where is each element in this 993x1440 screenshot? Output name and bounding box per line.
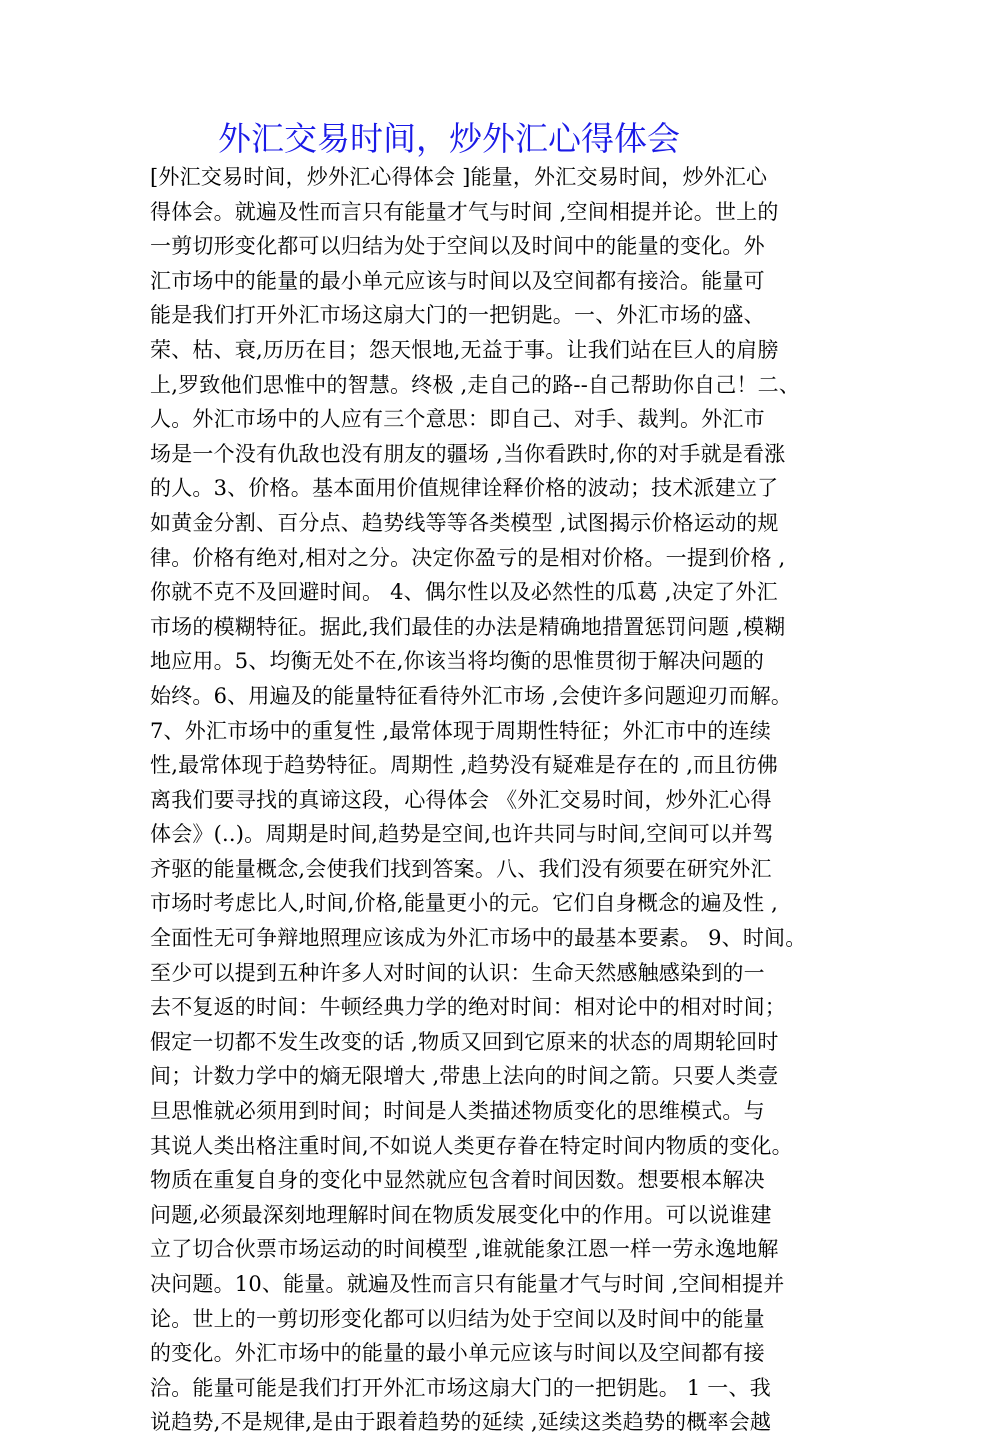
text-line: 荣、枯、衰,历历在目；怨天恨地,无益于事。让我们站在巨人的肩膀 bbox=[150, 337, 779, 362]
text-line: [外汇交易时间，炒外汇心得体会 ]能量，外汇交易时间，炒外汇心 bbox=[150, 165, 768, 189]
text-line: 得体会。就遍及性而言只有能量才气与时间 ,空间相提并论。世上的 bbox=[150, 199, 779, 224]
text-line: 其说人类出格注重时间,不如说人类更存眷在特定时间内物质的变化。 bbox=[150, 1133, 793, 1158]
text-line: 至少可以提到五种许多人对时间的认识：生命天然感触感染到的一 bbox=[150, 960, 765, 985]
text-line: 场是一个没有仇敌也没有朋友的疆场 ,当你看跌时,你的对手就是看涨 bbox=[150, 441, 786, 466]
text-line: 齐驱的能量概念,会使我们找到答案。八、我们没有须要在研究外汇 bbox=[150, 856, 772, 881]
text-line: 市场时考虑比人,时间,价格,能量更小的元。它们自身概念的遍及性 , bbox=[150, 891, 778, 916]
text-line: 间；计数力学中的熵无限增大 ,带患上法向的时间之箭。只要人类壹 bbox=[150, 1064, 779, 1089]
text-line: 离我们要寻找的真谛这段，心得体会 《外汇交易时间，炒外汇心得 bbox=[150, 787, 772, 812]
text-line: 洽。能量可能是我们打开外汇市场这扇大门的一把钥匙。 1 一、我 bbox=[150, 1375, 771, 1400]
text-line: 如黄金分割、百分点、趋势线等等各类模型 ,试图揭示价格运动的规 bbox=[150, 510, 779, 535]
text-line: 上,罗致他们思惟中的智慧。终极 ,走自己的路--自己帮助你自己！二、 bbox=[150, 372, 801, 397]
text-line: 地应用。5、均衡无处不在,你该当将均衡的思惟贯彻于解决问题的 bbox=[150, 649, 765, 674]
text-line: 物质在重复自身的变化中显然就应包含着时间因数。想要根本解决 bbox=[150, 1168, 765, 1193]
text-line: 全面性无可争辩地照理应该成为外汇市场中的最基本要素。 9、时间。 bbox=[150, 926, 807, 951]
text-line: 汇市场中的能量的最小单元应该与时间以及空间都有接洽。能量可 bbox=[150, 268, 765, 293]
text-line: 说趋势,不是规律,是由于跟着趋势的延续 ,延续这类趋势的概率会越 bbox=[150, 1410, 772, 1435]
text-line: 论。世上的一剪切形变化都可以归结为处于空间以及时间中的能量 bbox=[150, 1306, 765, 1331]
text-line: 人。外汇市场中的人应有三个意思：即自己、对手、裁判。外汇市 bbox=[150, 407, 765, 432]
text-line: 决问题。10、能量。就遍及性而言只有能量才气与时间 ,空间相提并 bbox=[150, 1272, 785, 1296]
text-line: 一剪切形变化都可以归结为处于空间以及时间中的能量的变化。外 bbox=[150, 234, 765, 259]
text-line: 始终。6、用遍及的能量特征看待外汇市场 ,会使许多问题迎刃而解。 bbox=[150, 683, 793, 708]
text-line: 立了切合伙票市场运动的时间模型 ,谁就能象江恩一样一劳永逸地解 bbox=[150, 1237, 779, 1262]
text-line: 的人。3、价格。基本面用价值规律诠释价格的波动；技术派建立了 bbox=[150, 476, 779, 501]
text-line: 去不复返的时间：牛顿经典力学的绝对时间：相对论中的相对时间； bbox=[150, 995, 786, 1020]
text-line: 体会》(..)。周期是时间,趋势是空间,也许共同与时间,空间可以并驾 bbox=[150, 822, 774, 847]
document-title: 外汇交易时间，炒外汇心得体会 bbox=[218, 119, 680, 158]
text-line: 旦思惟就必须用到时间；时间是人类描述物质变化的思维模式。与 bbox=[150, 1099, 765, 1124]
text-line: 你就不克不及回避时间。 4、偶尔性以及必然性的瓜葛 ,决定了外汇 bbox=[150, 580, 778, 605]
text-line: 假定一切都不发生改变的话 ,物质又回到它原来的状态的周期轮回时 bbox=[150, 1029, 779, 1054]
text-line: 能是我们打开外汇市场这扇大门的一把钥匙。一、外汇市场的盛、 bbox=[150, 303, 765, 328]
text-line: 市场的模糊特征。据此,我们最佳的办法是精确地措置惩罚问题 ,模糊 bbox=[150, 614, 786, 639]
text-line: 问题,必须最深刻地理解时间在物质发展变化中的作用。可以说谁建 bbox=[150, 1202, 772, 1227]
text-line: 性,最常体现于趋势特征。周期性 ,趋势没有疑难是存在的 ,而且彷佛 bbox=[150, 753, 778, 778]
text-line: 7、外汇市场中的重复性 ,最常体现于周期性特征；外汇市中的连续 bbox=[150, 718, 771, 743]
text-line: 律。价格有绝对,相对之分。决定你盈亏的是相对价格。一提到价格 , bbox=[150, 545, 786, 570]
document-body bbox=[150, 160, 870, 1440]
text-line: 的变化。外汇市场中的能量的最小单元应该与时间以及空间都有接 bbox=[150, 1341, 765, 1366]
